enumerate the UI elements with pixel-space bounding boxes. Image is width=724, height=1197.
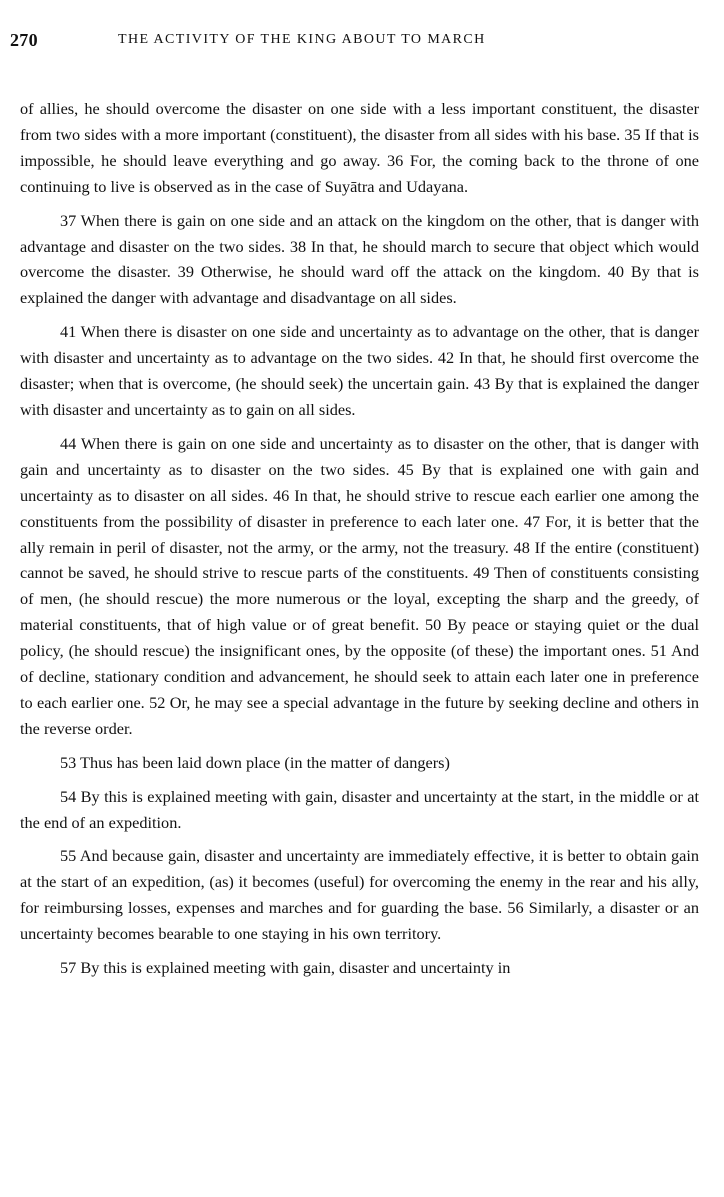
paragraph-37: 37 When there is gain on one side and an attack on the kingdom on the other, that is danger with advantage and disaster on the two sides. 38 In that, he should march to secure that object which would overcome the disaster. 39 Otherwise, he should ward off the attack on the kingdom. 40 By that is explained the danger with advantage and disadvantage on all sides. bbox=[20, 210, 699, 308]
paragraph-54: 54 By this is explained meeting with gain, disaster and uncertainty at the start, in the middle or at the end of an expedition. bbox=[20, 786, 699, 832]
paragraph-41: 41 When there is disaster on one side and uncertainty as to advantage on the other, that is danger with disaster and uncertainty as to advantage on the two sides. 42 In that, he should first overcome the disaster; when that is overcome, (he should seek) the uncertain gain. 43 By that is explained the danger with disaster and uncertainty as to gain on all sides. bbox=[20, 322, 699, 419]
paragraph-44: 44 When there is gain on one side and uncertainty as to disaster on the other, that is danger with gain and uncertainty as to disaster on the two sides. 45 By that is explained one with gain and uncertainty as to disaster on all sides. 46 In that, he should strive to rescue each earlier one among the constituents from the possibility of disaster in preference to each later one. 47 For, it is better that the ally remain in peril of disaster, not the army, or the army, not the treasury. 48 If the entire (constituent) cannot be saved, he should strive to rescue parts of the constituents. 49 Then of constituents consisting of men, (he should rescue) the more numerous or the loyal, excepting the sharp and the greedy, of material constituents, that of high value or of great benefit. 50 By peace or staying quiet or the dual policy, (he should rescue) the insignificant ones, by the opposite (of these) the important ones. 51 And of decline, stationary condition and advancement, he should seek to attain each later one in preference to each earlier one. 52 Or, he may see a special advantage in the future by seeking decline and others in the reverse order. bbox=[20, 433, 699, 738]
page-number: 270 bbox=[10, 30, 38, 50]
paragraph-continuation: of allies, he should overcome the disaster on one side with a less important constituent, the disaster from two sides with a more important (constituent), the disaster from all sides with his base. 35 If that is impossible, he should leave everything and go away. 36 For, the coming back to the throne of one continuing to live is observed as in the case of Suyātra and Udayana. bbox=[20, 99, 699, 196]
body-text bbox=[20, 96, 699, 989]
running-title: THE ACTIVITY OF THE KING ABOUT TO MARCH bbox=[118, 32, 486, 47]
paragraph-57: 57 By this is explained meeting with gain, disaster and uncertainty in bbox=[60, 958, 511, 978]
paragraph-55: 55 And because gain, disaster and uncertainty are immediately effective, it is better to obtain gain at the start of an expedition, (as) it becomes (useful) for overcoming the enemy in the rear and his ally, for reimbursing losses, expenses and marches and for guarding the base. 56 Similarly, a disaster or an uncertainty becomes bearable to one staying in his own territory. bbox=[20, 846, 699, 944]
paragraph-53: 53 Thus has been laid down place (in the matter of dangers) bbox=[60, 752, 450, 772]
running-head bbox=[10, 30, 700, 54]
